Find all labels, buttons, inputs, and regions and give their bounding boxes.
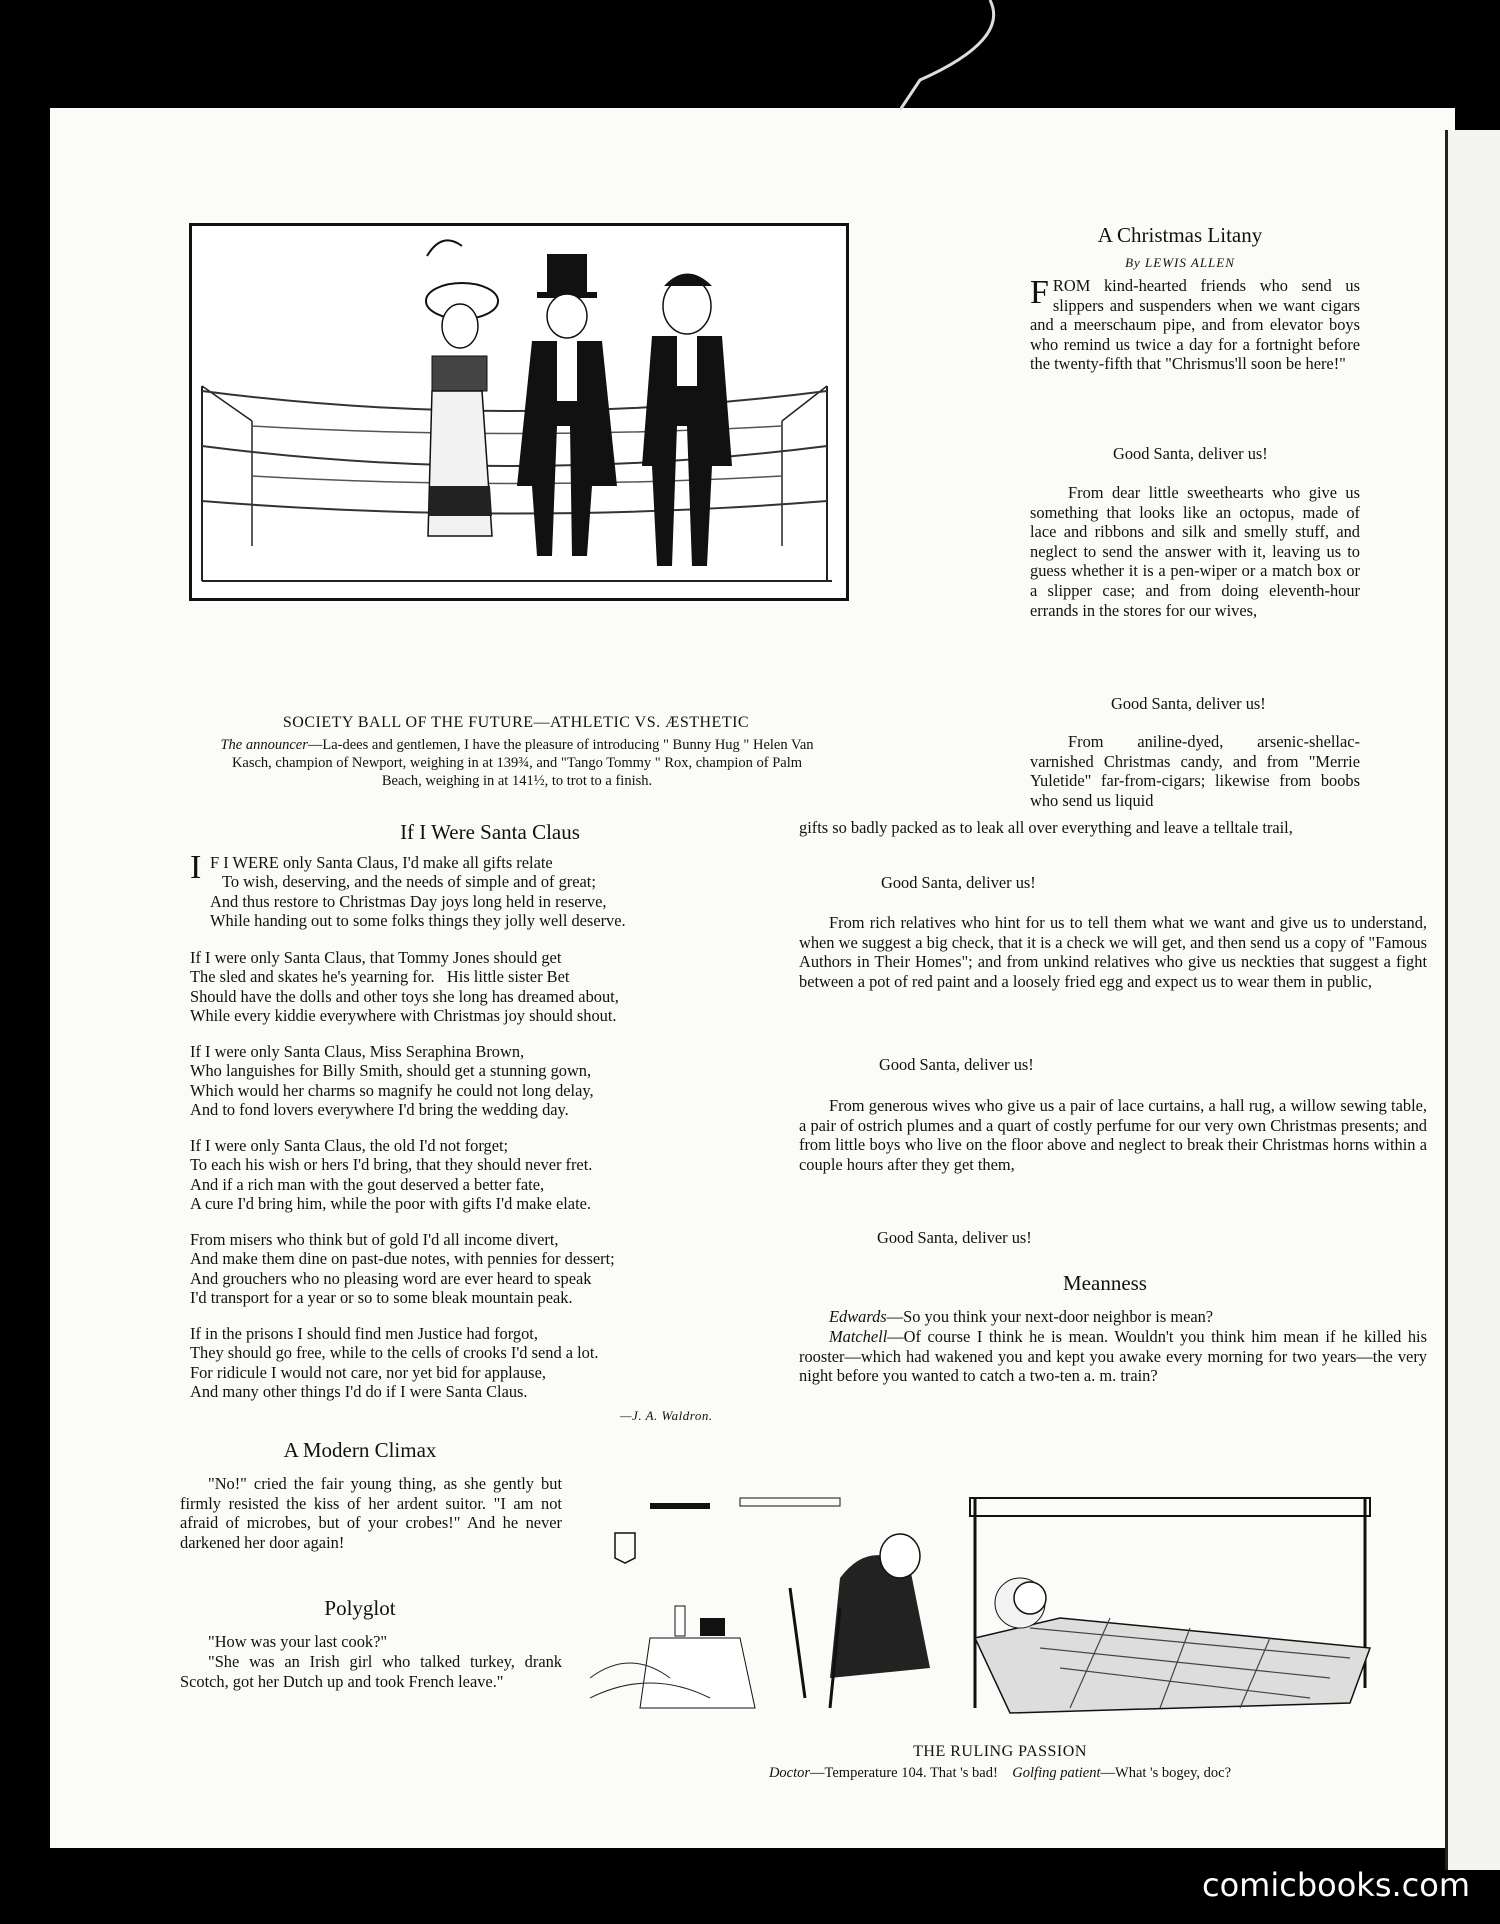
litany-refrain-3: Good Santa, deliver us! bbox=[881, 873, 1036, 892]
litany-paragraph-2-text: From dear little sweethearts who give us something that looks like an octopus, made of lace and ribbons and silk and smelly stuff, and neglect to send the answer with it, leaving us to guess whether it is a pen-wiper or a match box or a slipper case; and from doing eleventh-hour errands in the stores for our wives, bbox=[1030, 483, 1360, 620]
santa-stanza-1: F I WERE only Santa Claus, I'd make all gifts relate To wish, deserving, and the needs of simple and of great; And thus restore to Christmas Day joys long held in reserve, While handing out to some folks things they jolly well deserve. bbox=[210, 853, 626, 931]
caption-speaker: The announcer bbox=[220, 737, 308, 753]
litany-refrain-4: Good Santa, deliver us! bbox=[879, 1055, 1034, 1074]
santa-stanza-3: If I were only Santa Claus, Miss Seraphina Brown, Who languishes for Billy Smith, should get a stunning gown, Which would her charms so magnify he could not long delay, And to fond lovers everywhere I'd bring the wedding day. bbox=[190, 1042, 594, 1120]
polyglot-answer-text: "She was an Irish girl who talked turkey, drank Scotch, got her Dutch up and took French leave." bbox=[180, 1652, 562, 1691]
bottom-speaker-2: Golfing patient bbox=[1012, 1765, 1101, 1781]
watermark: comicbooks.com bbox=[1201, 1866, 1470, 1904]
meanness-line-2 bbox=[799, 1327, 1427, 1386]
santa-stanza-6: If in the prisons I should find men Justice had forgot, They should go free, while to the cells of crooks I'd send a lot. For ridicule I would not care, nor yet bid for applause, And many other things I'd do if I were Santa Claus. bbox=[190, 1324, 599, 1402]
climax-title: A Modern Climax bbox=[283, 1438, 437, 1462]
litany-paragraph-1 bbox=[1030, 276, 1360, 374]
santa-poem-title: If I Were Santa Claus bbox=[400, 820, 580, 844]
meanness-line-1 bbox=[799, 1307, 1427, 1327]
top-illustration-title: SOCIETY BALL OF THE FUTURE—ATHLETIC VS. ÆSTHETIC bbox=[282, 714, 750, 731]
polyglot-title: Polyglot bbox=[324, 1596, 396, 1620]
magazine-page bbox=[50, 108, 1455, 1848]
meanness-line-1-text: —So you think your next-door neighbor is mean? bbox=[886, 1307, 1214, 1326]
meanness-speaker-2: Matchell bbox=[829, 1327, 888, 1346]
bottom-line-1: —Temperature 104. That 's bad! bbox=[810, 1765, 998, 1781]
caption-line-1: —La-dees and gentlemen, I have the pleasure of introducing " Bunny Hug " Helen Van bbox=[307, 737, 814, 753]
caption-line-2: Kasch, champion of Newport, weighing in at 139¾, and "Tango Tommy " Rox, champion of Palm bbox=[231, 755, 803, 771]
litany-paragraph-3b-text: gifts so badly packed as to leak all over everything and leave a telltale trail, bbox=[799, 818, 1293, 837]
santa-drop-cap: I bbox=[190, 849, 202, 886]
society-ball-illustration bbox=[189, 223, 849, 601]
litany-title: A Christmas Litany bbox=[1097, 223, 1263, 247]
top-illustration-caption bbox=[190, 736, 844, 790]
litany-refrain-1: Good Santa, deliver us! bbox=[1113, 444, 1268, 463]
polyglot-answer bbox=[180, 1652, 562, 1691]
climax-text bbox=[180, 1474, 562, 1552]
santa-stanza-4: If I were only Santa Claus, the old I'd not forget; To each his wish or hers I'd bring, that they should never fret. And if a rich man with the gout deserved a better fate, A cure I'd bring him, while the poor with gifts I'd make elate. bbox=[190, 1136, 593, 1214]
litany-paragraph-2 bbox=[1030, 483, 1360, 620]
bottom-illustration-title: THE RULING PASSION bbox=[913, 1743, 1087, 1760]
page-crease bbox=[900, 0, 1200, 120]
litany-paragraph-4 bbox=[799, 913, 1427, 991]
bottom-line-2: —What 's bogey, doc? bbox=[1100, 1765, 1232, 1781]
bottom-illustration-caption bbox=[650, 1764, 1350, 1782]
polyglot-question bbox=[180, 1632, 562, 1652]
litany-drop-cap: F bbox=[1030, 274, 1049, 311]
page-spine bbox=[1445, 130, 1500, 1870]
litany-paragraph-1-text: ROM kind-hearted friends who send us slippers and suspenders when we want cigars and a meerschaum pipe, and from elevator boys who remind us twice a day for a fortnight before the twenty-fifth that "Chrismus'll soon be here!" bbox=[1030, 276, 1360, 374]
santa-stanza-2: If I were only Santa Claus, that Tommy Jones should get The sled and skates he's yearning for. His little sister Bet Should have the dolls and other toys she long has dreamed about, While every kiddie everywhere with Christmas joy should shout. bbox=[190, 948, 619, 1026]
bottom-speaker-1: Doctor bbox=[768, 1765, 811, 1781]
litany-refrain-5: Good Santa, deliver us! bbox=[877, 1228, 1032, 1247]
litany-refrain-2: Good Santa, deliver us! bbox=[1111, 694, 1266, 713]
litany-paragraph-3 bbox=[1030, 732, 1360, 810]
climax-text-body: "No!" cried the fair young thing, as she gently but firmly resisted the kiss of her ardent suitor. "I am not afraid of microbes, but of your crobes!" And he never darkened her door again! bbox=[180, 1474, 562, 1552]
santa-stanza-5: From misers who think but of gold I'd all income divert, And make them dine on past-due notes, with pennies for dessert; And grouchers who no pleasing word are ever heard to speak I'd transport for a year or so to some bleak mountain peak. bbox=[190, 1230, 615, 1308]
litany-paragraph-4-text: From rich relatives who hint for us to tell them what we want and give us to understand, when we suggest a big check, that it is a check we will get, and then send us a copy of "Famous Authors in Their Homes"; and from unkind relatives who give us neckties that suggest a fight between a pot of red paint and a loosely fried egg and expect us to wear them in public, bbox=[799, 913, 1427, 991]
litany-paragraph-3a-text: From aniline-dyed, arsenic-shellac-varnished Christmas candy, and from "Merrie Yuletide" far-from-cigars; likewise from boobs who send us liquid bbox=[1030, 732, 1360, 810]
litany-paragraph-5 bbox=[799, 1096, 1427, 1174]
polyglot-question-text: "How was your last cook?" bbox=[208, 1632, 388, 1651]
meanness-speaker-1: Edwards bbox=[829, 1307, 887, 1326]
santa-signature: —J. A. Waldron. bbox=[620, 1408, 713, 1423]
litany-byline: By LEWIS ALLEN bbox=[1125, 255, 1235, 270]
ruling-passion-illustration bbox=[590, 1468, 1400, 1723]
meanness-title: Meanness bbox=[1063, 1271, 1147, 1295]
meanness-line-2-text: —Of course I think he is mean. Wouldn't you think him mean if he killed his rooster—which had wakened you and kept you awake every morning for two years—the very night before you wanted to catch a two-ten a. m. train? bbox=[799, 1327, 1427, 1386]
caption-line-3: Beach, weighing in at 141½, to trot to a finish. bbox=[381, 773, 653, 789]
litany-paragraph-3-continued bbox=[799, 818, 1419, 838]
litany-paragraph-5-text: From generous wives who give us a pair of lace curtains, a hall rug, a willow sewing table, a pair of ostrich plumes and a quart of costly perfume for our very own Christmas presents; and from little boys who live on the floor above and neglect to break their Christmas horns within a couple hours after they get them, bbox=[799, 1096, 1427, 1174]
